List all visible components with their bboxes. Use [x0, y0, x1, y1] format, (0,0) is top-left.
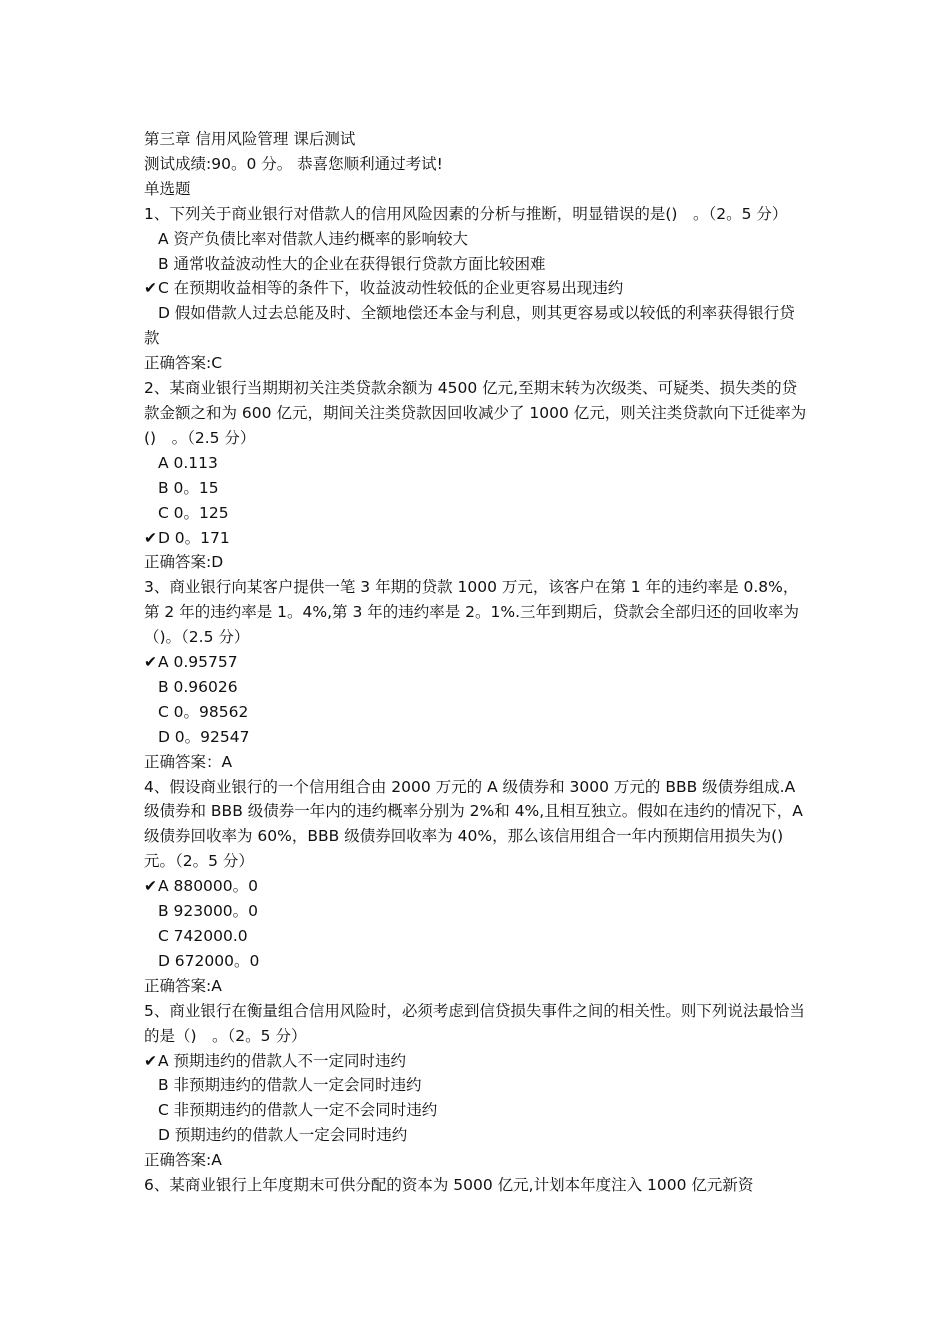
answer-option: [144, 227, 809, 252]
correct-answer: 正确答案:A: [144, 1151, 222, 1170]
section-heading: 单选题: [144, 179, 191, 198]
option-text: B 0.96026: [157, 677, 238, 696]
option-text: D 0。171: [157, 528, 230, 547]
option-text: B 923000。0: [157, 902, 259, 921]
option-text: C 非预期违约的借款人一定不会同时违约: [157, 1101, 438, 1120]
option-text: C 在预期收益相等的条件下，收益波动性较低的企业更容易出现违约: [157, 279, 624, 298]
answer-option: [144, 451, 809, 476]
answer-option: [144, 700, 809, 725]
correct-answer: 正确答案:A: [144, 976, 222, 995]
question-block: [144, 376, 809, 575]
option-text: C 742000.0: [157, 927, 248, 945]
question-block: [144, 202, 809, 376]
answer-option: [144, 675, 809, 700]
checkmark-icon: ✔: [144, 528, 157, 547]
answer-option: [144, 1123, 809, 1148]
option-text: D 假如借款人过去总能及时、全额地偿还本金与利息，则其更容易或以较低的利率获得银行贷款: [144, 304, 795, 348]
answer-option: [144, 949, 809, 974]
answer-option: [144, 476, 809, 501]
option-text: A 预期违约的借款人不一定同时违约: [157, 1051, 406, 1070]
question-stem-trailing: 6、某商业银行上年度期末可供分配的资本为 5000 亿元,计划本年度注入 1000 亿元新资: [144, 1176, 754, 1195]
checkmark-icon: ✔: [144, 877, 157, 896]
question-block: [144, 775, 809, 999]
question-stem: 2、某商业银行当期期初关注类贷款余额为 4500 亿元,至期末转为次级类、可疑类、损失类的贷款金额之和为 600 亿元，期间关注类贷款因回收减少了 1000 亿元，则关注类贷款向下迁徙率为() 。（2.5 分）: [144, 379, 807, 447]
option-text: A 0.113: [157, 453, 218, 472]
answer-option: [144, 924, 809, 949]
answer-option: [144, 650, 809, 675]
option-text: D 0。92547: [157, 727, 250, 746]
question-stem: 5、商业银行在衡量组合信用风险时，必须考虑到信贷损失事件之间的相关性。则下列说法最恰当的是（) 。（2。5 分）: [144, 1001, 805, 1045]
correct-answer: 正确答案：A: [144, 752, 233, 771]
answer-option: [144, 526, 809, 551]
answer-option: [144, 1049, 809, 1074]
question-block: [144, 999, 809, 1173]
option-text: B 0。15: [157, 478, 219, 497]
checkmark-icon: ✔: [144, 653, 157, 672]
answer-option: [144, 1098, 809, 1123]
page-title: 第三章 信用风险管理 课后测试: [144, 130, 356, 148]
answer-option: [144, 725, 809, 750]
answer-option: [144, 276, 809, 301]
test-score: 测试成绩:90。0 分。 恭喜您顺利通过考试!: [144, 154, 443, 173]
answer-option: [144, 899, 809, 924]
question-list: [144, 202, 809, 1173]
option-text: A 0.95757: [157, 653, 238, 672]
checkmark-icon: ✔: [144, 279, 157, 298]
answer-option: [144, 501, 809, 526]
option-text: C 0。125: [157, 503, 229, 522]
correct-answer: 正确答案:C: [144, 354, 223, 373]
answer-option: [144, 1073, 809, 1098]
checkmark-icon: ✔: [144, 1051, 157, 1070]
correct-answer: 正确答案:D: [144, 553, 224, 572]
question-stem: 3、商业银行向某客户提供一笔 3 年期的贷款 1000 万元，该客户在第 1 年的违约率是 0.8%，第 2 年的违约率是 1。4%,第 3 年的违约率是 2。1%.三年到期后，贷款会全部归还的回收率为（)。（2.5 分）: [144, 578, 800, 647]
option-text: D 预期违约的借款人一定会同时违约: [157, 1126, 408, 1145]
answer-option: [144, 252, 809, 277]
document-page: [144, 127, 809, 1198]
question-block: [144, 575, 809, 774]
option-text: A 880000。0: [157, 877, 258, 896]
answer-option: [144, 301, 809, 351]
question-stem: 4、假设商业银行的一个信用组合由 2000 万元的 A 级债券和 3000 万元的 BBB 级债券组成.A 级债券和 BBB 级债券一年内的违约概率分别为 2%和 4%,且相互独立。假如在违约的情况下，A 级债券回收率为 60%，BBB 级债券回收率为 40%，那么该信用组合一年内预期信用损失为()元。（2。5 分）: [144, 777, 803, 871]
option-text: B 非预期违约的借款人一定会同时违约: [157, 1076, 422, 1095]
option-text: D 672000。0: [157, 951, 260, 970]
question-stem: 1、下列关于商业银行对借款人的信用风险因素的分析与推断，明显错误的是() 。（2。5 分）: [144, 204, 788, 223]
answer-option: [144, 874, 809, 899]
option-text: C 0。98562: [157, 702, 249, 721]
option-text: A 资产负债比率对借款人违约概率的影响较大: [157, 229, 468, 248]
option-text: B 通常收益波动性大的企业在获得银行贷款方面比较困难: [157, 254, 546, 273]
